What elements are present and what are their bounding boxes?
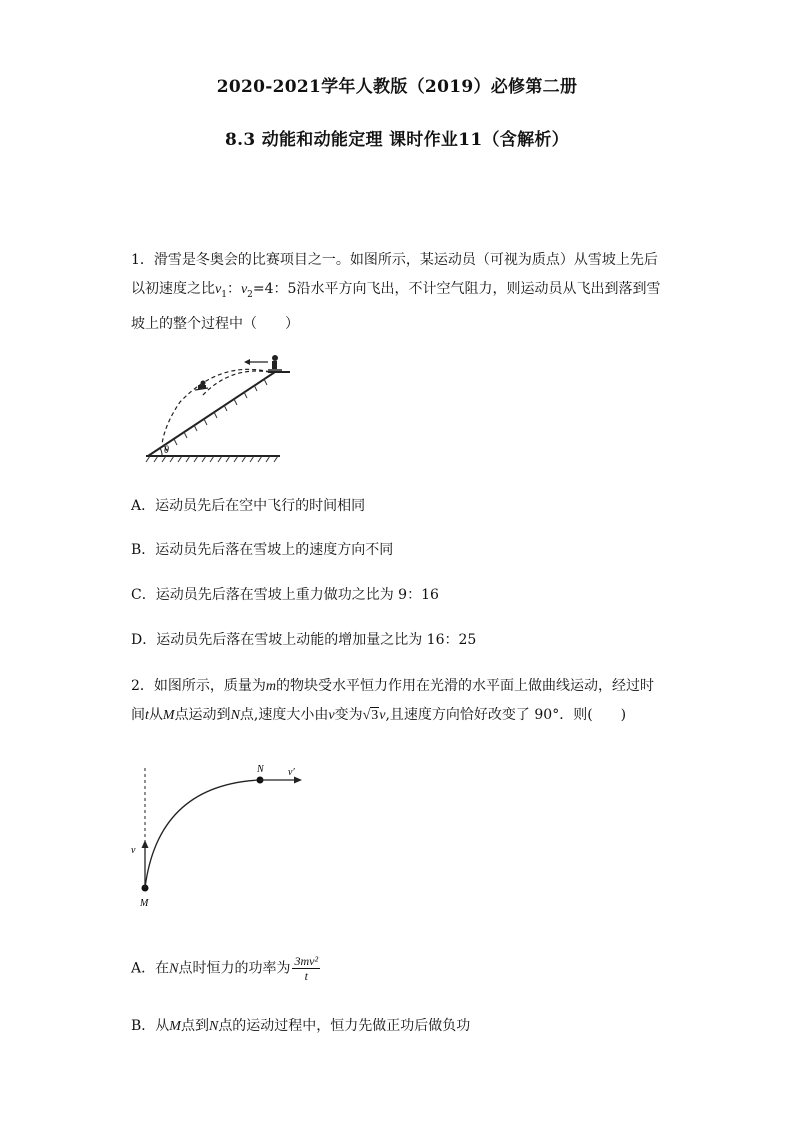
label-v-prime: v′: [288, 767, 295, 778]
slope-line: [148, 372, 275, 456]
label-n: N: [257, 764, 264, 775]
q2-v: v: [328, 708, 335, 723]
q1-line1: 1．滑雪是冬奥会的比赛项目之一。如图所示，某运动员（可视为质点）从雪坡上先后: [131, 252, 658, 268]
q2-text-3: 间: [131, 707, 145, 723]
q2-opt-a-pre: A．在: [131, 960, 170, 977]
q1-option-c: C．运动员先后落在雪坡上重力做功之比为 9：16: [131, 587, 439, 603]
fraction-numerator: 3mv²: [294, 954, 319, 968]
label-v: v: [131, 845, 136, 856]
skier-icon: [268, 355, 282, 370]
q2-opt-b-post: 点的运动过程中，恒力先做正功后做负功: [218, 1018, 471, 1034]
q2-option-b: [131, 1016, 470, 1037]
q2-text-2: 的物块受水平恒力作用在光滑的水平面上做曲线运动，经过时: [276, 678, 655, 694]
angle-arc: [160, 448, 162, 456]
q2-sqrt-num: 3: [371, 708, 379, 723]
q2-sqrt-v: v: [379, 708, 386, 723]
q2-option-a: [131, 954, 320, 983]
q2-sqrt3v: √3v: [362, 708, 386, 723]
q1-v2: v: [240, 282, 248, 297]
q1-colon: ：: [226, 281, 241, 297]
q2-text-8: ,且速度方向恰好改变了 90°．则( ): [385, 707, 627, 723]
q2-opt-b-mid: 点到: [180, 1018, 209, 1034]
q1-line3: 坡上的整个过程中（ ）: [131, 315, 299, 332]
q2-m: m: [265, 679, 277, 694]
label-m: M: [140, 898, 149, 909]
q2-text-5: 点运动到: [174, 707, 231, 723]
q2-opt-a-N: N: [169, 961, 179, 977]
trajectory-2: [162, 369, 270, 444]
q1-option-a: A．运动员先后在空中飞行的时间相同: [131, 498, 366, 514]
q1-line2-b: =4：5沿水平方向飞出，不计空气阻力，则运动员从飞出到落到雪: [252, 281, 661, 297]
q2-text-1: 2．如图所示，质量为: [131, 678, 266, 694]
q2-text-7: 变为: [334, 707, 363, 723]
trajectory-1: [202, 371, 270, 396]
fraction-denominator: t: [304, 969, 308, 983]
page-title: 2020-2021学年人教版（2019）必修第二册: [216, 77, 578, 97]
q1-sub1: 1: [221, 289, 227, 300]
q2-text-6: 点,速度大小由: [239, 707, 329, 723]
curve-motion-figure: [128, 760, 318, 912]
question-2-stem: [131, 672, 691, 730]
q1-line2-a: 以初速度之比: [131, 281, 215, 297]
q2-text-4: 从: [148, 707, 163, 723]
ski-slope-figure: [140, 352, 320, 470]
angle-label: θ: [164, 445, 169, 456]
question-1-stem: [131, 246, 671, 339]
trajectory-curve: [145, 780, 260, 888]
q1-option-d: D．运动员先后落在雪坡上动能的增加量之比为 16：25: [131, 632, 477, 648]
q1-option-b: B．运动员先后落在雪坡上的速度方向不同: [131, 542, 394, 558]
q2-t: t: [145, 708, 149, 723]
q2-opt-a-post: 点时恒力的功率为: [178, 960, 291, 977]
q2-opt-b-N: N: [208, 1019, 219, 1034]
power-fraction: [292, 954, 320, 983]
q2-N: N: [230, 708, 240, 723]
q2-M: M: [162, 708, 175, 723]
q1-v1: v: [215, 282, 222, 297]
skier-in-air-icon: [195, 381, 208, 391]
q2-opt-b-pre: B．从: [131, 1018, 170, 1034]
q2-opt-b-M: M: [169, 1019, 181, 1034]
q1-sub2: 2: [247, 289, 253, 300]
page-subtitle: 8.3 动能和动能定理 课时作业11（含解析）: [225, 130, 569, 150]
